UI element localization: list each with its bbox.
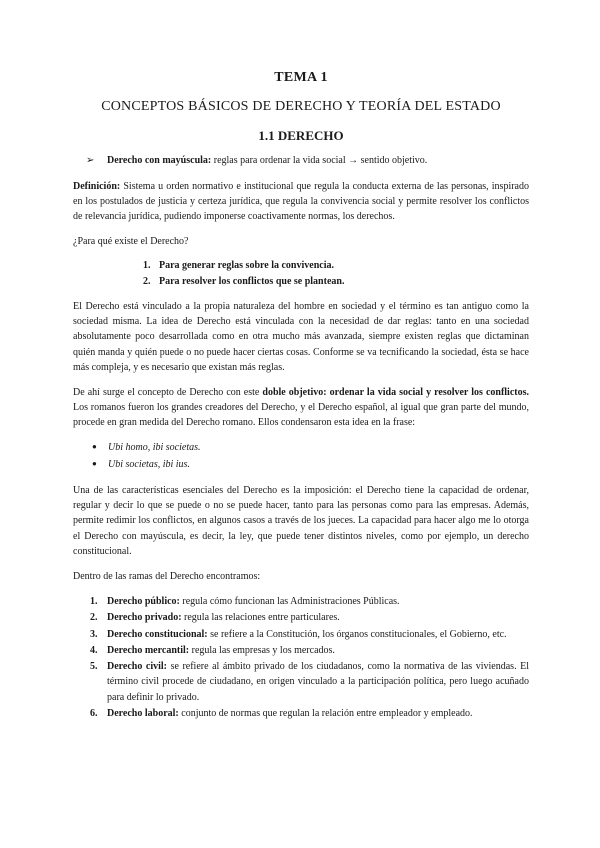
branch-term: Derecho privado: [107, 612, 182, 624]
branch-item [90, 706, 529, 721]
branch-item [90, 610, 529, 625]
double-before-text: De ahí surge el concepto de Derecho con este [73, 387, 263, 399]
document-page [73, 70, 529, 722]
branch-text: se refiere a la Constitución, los órganos constitucionales, el Gobierno, etc. [207, 628, 507, 640]
question-paragraph: ¿Para qué existe el Derecho? [73, 236, 189, 248]
goal-number: 1. [143, 259, 151, 271]
quote-item [92, 439, 529, 455]
branch-text: regula cómo funcionan las Administraciones Públicas. [179, 596, 400, 608]
definition-paragraph [73, 179, 529, 225]
arrow-bullet-item [73, 153, 529, 168]
quote-text: Ubi homo, ibi societas. [108, 441, 201, 453]
branch-term: Derecho mercantil: [107, 644, 190, 656]
branch-text: regula las empresas y los mercados. [189, 644, 335, 656]
branches-list [73, 594, 529, 721]
branch-number: 4. [90, 644, 98, 656]
branch-text: regula las relaciones entre particulares. [181, 612, 340, 624]
branch-text: se refiere al ámbito privado de los ciudadanos, como la normativa de las viviendas. El término civil procede de ciudadano, en origen vinculado a la participación política, pero luego acuñado para definir lo privado. [107, 661, 529, 703]
goal-item [143, 258, 529, 273]
bullet-dot-icon: ● [92, 458, 97, 468]
arrow-item-term: Derecho con mayúscula: [107, 154, 212, 166]
double-objective-paragraph [73, 385, 529, 431]
goal-item [143, 274, 529, 289]
arrow-bullet-icon: ➢ [86, 154, 95, 166]
branch-term: Derecho laboral: [107, 707, 179, 719]
latin-quotes-list [73, 439, 529, 472]
branch-number: 3. [90, 628, 98, 640]
goals-list [73, 258, 529, 289]
double-after-text: Los romanos fueron los grandes creadores del Derecho, y el Derecho español, al igual que gran parte del mundo, procede en gran medida del Derecho romano. Ellos condensaron esta idea en la frase: [73, 402, 529, 429]
branch-term: Derecho constitucional: [107, 628, 208, 640]
branch-item [90, 643, 529, 658]
branch-item [90, 627, 529, 642]
document-title: TEMA 1 [274, 70, 328, 85]
branch-item [90, 594, 529, 609]
branch-term: Derecho civil: [107, 661, 168, 673]
goal-text: Para resolver los conflictos que se plantean. [159, 275, 345, 287]
branch-number: 1. [90, 596, 98, 608]
branch-term: Derecho público: [107, 596, 180, 608]
nature-paragraph: El Derecho está vinculado a la propia naturaleza del hombre en sociedad y el término es tan antiguo como la sociedad misma. La idea de Derecho está vinculada con la necesidad de dar reglas: tanto en una sociedad absolutamente poco desarrollada como en otra mucho más avanzada, siempre existen reglas que dictaminan quién manda y quién puede o no puede hacer ciertas cosas. Conforme se va tecnificando la sociedad, ésta se hace más compleja, y es necesario que existan más reglas. [73, 301, 529, 373]
branch-number: 6. [90, 707, 98, 719]
goal-text: Para generar reglas sobre la convivencia. [159, 259, 334, 271]
branch-number: 2. [90, 612, 98, 624]
arrow-item-text: reglas para ordenar la vida social → sentido objetivo. [211, 154, 428, 166]
bullet-dot-icon: ● [92, 441, 97, 451]
quote-item [92, 456, 529, 472]
double-objective-bold: doble objetivo: ordenar la vida social y resolver los conflictos. [262, 387, 529, 399]
branch-text: conjunto de normas que regulan la relación entre empleador y empleado. [178, 707, 473, 719]
imposition-paragraph: Una de las características esenciales del Derecho es la imposición: el Derecho tiene la capacidad de ordenar, regular y decir lo que se puede o no se puede hacer, tanto para las personas como para las empresas. Además, permite redimir los conflictos, en algunos casos a través de los jueces. La capacidad para hacer algo me lo otorga el Derecho con mayúscula, es decir, la ley, que puede tener distintos niveles, como por ejemplo, un derecho constitucional. [73, 485, 529, 557]
branch-item [90, 659, 529, 705]
definition-term: Definición: [73, 180, 121, 192]
goal-number: 2. [143, 275, 151, 287]
quote-text: Ubi societas, ibi ius. [108, 458, 190, 470]
section-heading: 1.1 DERECHO [258, 128, 344, 144]
document-subtitle: CONCEPTOS BÁSICOS DE DERECHO Y TEORÍA DEL ESTADO [101, 99, 501, 115]
branch-number: 5. [90, 661, 98, 673]
definition-text: Sistema u orden normativo e institucional que regula la conducta externa de las personas, inspirado en los postulados de justicia y certeza jurídica, que regula la convivencia social y permite resolver los conflictos de relevancia jurídica, pudiendo imponerse coactivamente normas, los derechos. [73, 180, 529, 223]
branches-intro: Dentro de las ramas del Derecho encontramos: [73, 571, 261, 583]
